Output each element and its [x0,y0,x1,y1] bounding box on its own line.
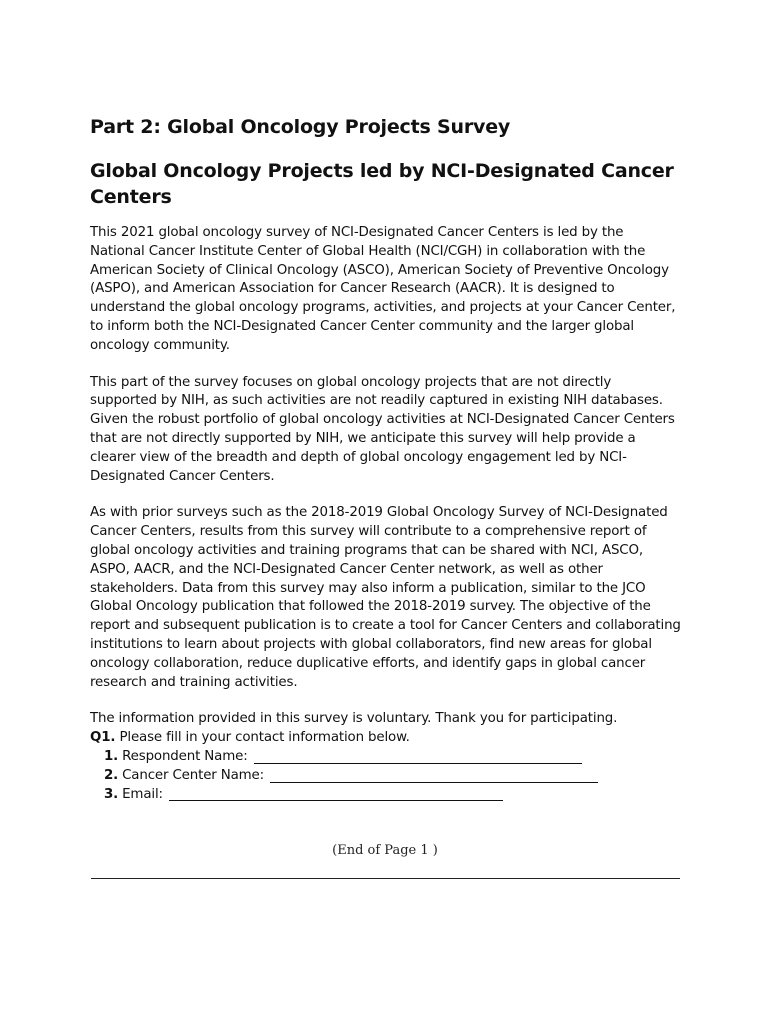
respondent-name-field [90,748,682,767]
field-label: Email: [122,786,163,802]
email-field [90,786,682,805]
prior-surveys-paragraph: As with prior surveys such as the 2018-2019 Global Oncology Survey of NCI-Designated Cancer Centers, results from this survey will contribute to a comprehensive report of global oncology activities and training programs that can be shared with NCI, ASCO, ASPO, AACR, and the NCI-Designated Cancer Center network, as well as other stakeholders. Data from this survey may also inform a publication, similar to the JCO Global Oncology publication that followed the 2018-2019 survey. The objective of the report and subsequent publication is to create a tool for Cancer Centers and collaborating institutions to learn about projects with global collaborators, find new areas for global oncology collaboration, reduce duplicative efforts, and identify gaps in global cancer research and training activities. [90,505,681,690]
intro-paragraph: This 2021 global oncology survey of NCI-Designated Cancer Centers is led by the National Cancer Institute Center of Global Health (NCI/CGH) in collaboration with the American Society of Clinical Oncology (ASCO), American Society of Preventive Oncology (ASPO), and American Association for Cancer Research (AACR). It is designed to understand the global oncology programs, activities, and projects at your Cancer Center, to inform both the NCI-Designated Cancer Center community and the larger global oncology community. [90,225,676,353]
footer-divider [91,878,680,879]
field-label: Cancer Center Name: [122,767,265,783]
question-number: Q1. [90,730,116,746]
question-q1 [90,729,682,748]
page-footer: (End of Page 1 ) [332,843,438,858]
field-number: 3. [104,786,119,802]
cancer-center-name-field [90,767,682,786]
question-text: Please fill in your contact information below. [119,730,410,746]
cancer-center-name-input-line[interactable] [270,768,598,783]
respondent-name-input-line[interactable] [254,749,582,764]
field-label: Respondent Name: [122,748,248,764]
field-number: 2. [104,767,119,783]
section-title: Global Oncology Projects led by NCI-Designated Cancer Centers [90,160,674,208]
page-heading: Part 2: Global Oncology Projects Survey [90,116,511,138]
document-page [90,114,682,804]
field-number: 1. [104,748,119,764]
voluntary-notice: The information provided in this survey is voluntary. Thank you for participating. [90,711,618,727]
scope-paragraph: This part of the survey focuses on global oncology projects that are not directly supported by NIH, as such activities are not readily captured in existing NIH databases. Given the robust portfolio of global oncology activities at NCI-Designated Cancer Centers that are not directly supported by NIH, we anticipate this survey will help provide a clearer view of the breadth and depth of global oncology engagement led by NCI-Designated Cancer Centers. [90,374,675,484]
email-input-line[interactable] [169,786,503,801]
